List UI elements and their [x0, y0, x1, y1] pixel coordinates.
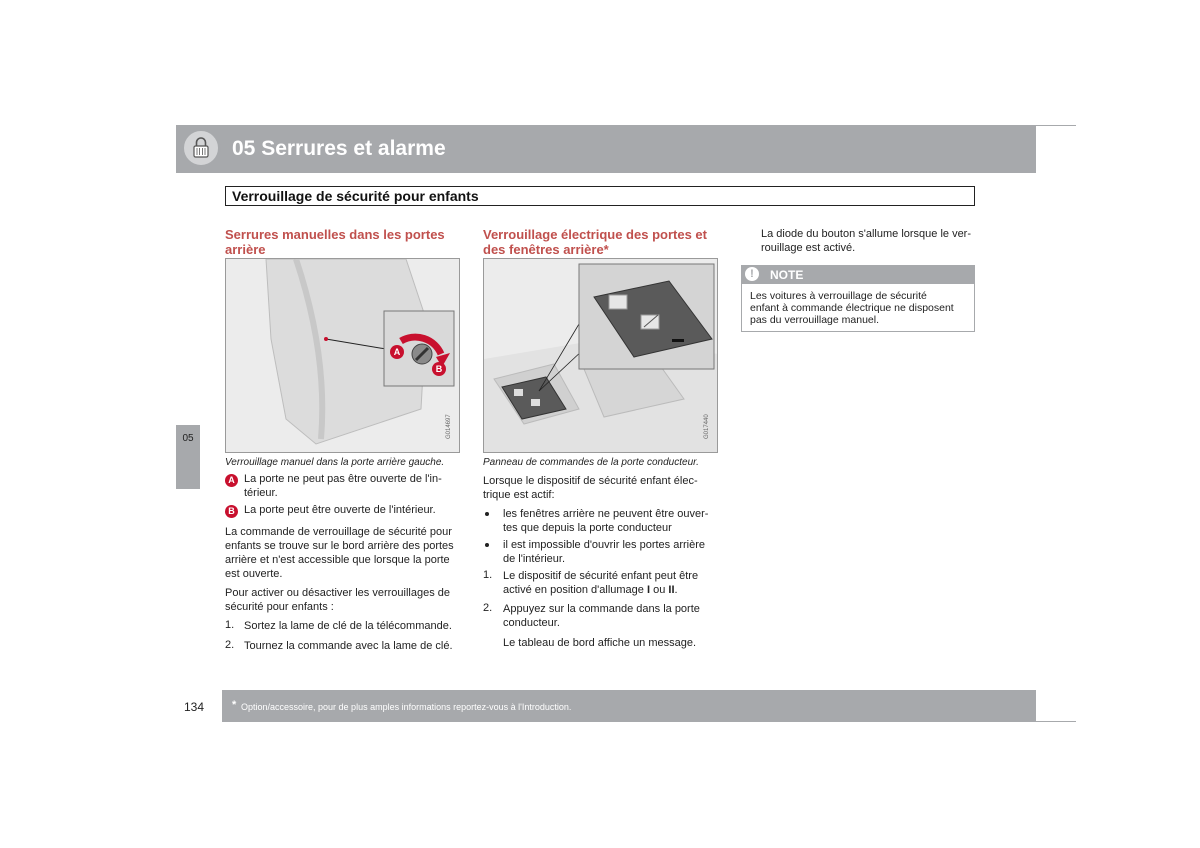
note-label: NOTE: [770, 268, 804, 282]
paragraph-line: enfants se trouve sur le bord arrière des portes: [225, 540, 454, 552]
step-number: 1.: [225, 619, 235, 631]
paragraph-line: La commande de verrouillage de sécurité pour: [225, 526, 452, 538]
paragraph-line: Pour activer ou désactiver les verrouillages de: [225, 587, 451, 599]
chapter-title: 05 Serrures et alarme: [232, 137, 446, 160]
ignition-position-ii: II: [668, 584, 675, 596]
footer-note: Option/accessoire, pour de plus amples informations reportez-vous à l'Introduction.: [241, 702, 572, 712]
step-line: Le dispositif de sécurité enfant peut être: [503, 570, 699, 582]
paragraph-line: Lorsque le dispositif de sécurité enfant élec-: [483, 475, 698, 487]
step-line-text: ou: [650, 584, 669, 596]
electric-locks-heading: Verrouillage électrique des portes et des fenêtres arrière*: [483, 227, 707, 257]
footer-asterisk: *: [232, 699, 237, 711]
item-a-line2: térieur.: [244, 487, 278, 499]
paragraph-line: arrière et n'est accessible que lorsque la porte: [225, 554, 450, 566]
bullet-line: les fenêtres arrière ne peuvent être ouver-: [503, 508, 709, 520]
manual-locks-heading: Serrures manuelles dans les portes arrière: [225, 227, 445, 257]
step-line: Appuyez sur la commande dans la porte: [503, 603, 700, 615]
label-a-badge: A: [225, 474, 238, 487]
paragraph-line: sécurité pour enfants :: [225, 601, 334, 613]
label-b-badge: B: [225, 505, 238, 518]
step-number: 1.: [483, 569, 493, 581]
figure-caption: Verrouillage manuel dans la porte arrière gauche.: [225, 457, 445, 468]
note-line: Les voitures à verrouillage de sécurité: [750, 290, 927, 302]
label-a-marker: A: [390, 345, 404, 359]
bullet-dot: [485, 512, 489, 516]
paragraph-line: rouillage est activé.: [761, 242, 856, 254]
step-number: 2.: [483, 602, 493, 614]
item-a-line1: La porte ne peut pas être ouverte de l'in-: [244, 473, 442, 485]
ignition-position-i: I: [646, 584, 651, 596]
paragraph-line: La diode du bouton s'allume lorsque le ver-: [761, 228, 972, 240]
bullet-line: de l'intérieur.: [503, 553, 566, 565]
step-number: 2.: [225, 639, 235, 651]
note-line: pas du verrouillage manuel.: [750, 314, 879, 326]
step-line: [503, 583, 678, 597]
warning-icon: !: [745, 267, 759, 281]
bullet-line: tes que depuis la porte conducteur: [503, 522, 672, 534]
step-result: Le tableau de bord affiche un message.: [503, 637, 697, 649]
section-title: Verrouillage de sécurité pour enfants: [232, 188, 479, 204]
header-rule: [1036, 125, 1076, 126]
lock-icon: [181, 128, 221, 168]
step-line-text: activé en position d'allumage: [503, 584, 647, 596]
figure-code: G014697: [446, 414, 452, 439]
step-text: Tournez la commande avec la lame de clé.: [244, 640, 453, 652]
figure-code: G017440: [704, 414, 710, 439]
step-text: Sortez la lame de clé de la télécommande.: [244, 620, 452, 632]
bullet-line: il est impossible d'ouvrir les portes arrière: [503, 539, 706, 551]
manual-lock-figure: [225, 258, 460, 453]
step-line-text: .: [674, 584, 678, 596]
driver-door-panel-figure: [483, 258, 718, 453]
note-line: enfant à commande électrique ne disposent: [750, 302, 954, 314]
paragraph-line: est ouverte.: [225, 568, 283, 580]
footer-rule: [1036, 721, 1076, 722]
page-number: 134: [184, 700, 205, 714]
step-line: conducteur.: [503, 617, 560, 629]
bullet-dot: [485, 543, 489, 547]
paragraph-line: trique est actif:: [483, 489, 555, 501]
item-b-text: La porte peut être ouverte de l'intérieur.: [244, 504, 436, 516]
figure-caption: Panneau de commandes de la porte conducteur.: [483, 457, 699, 468]
label-b-marker: B: [432, 362, 446, 376]
chapter-side-tab-label: 05: [182, 433, 194, 444]
